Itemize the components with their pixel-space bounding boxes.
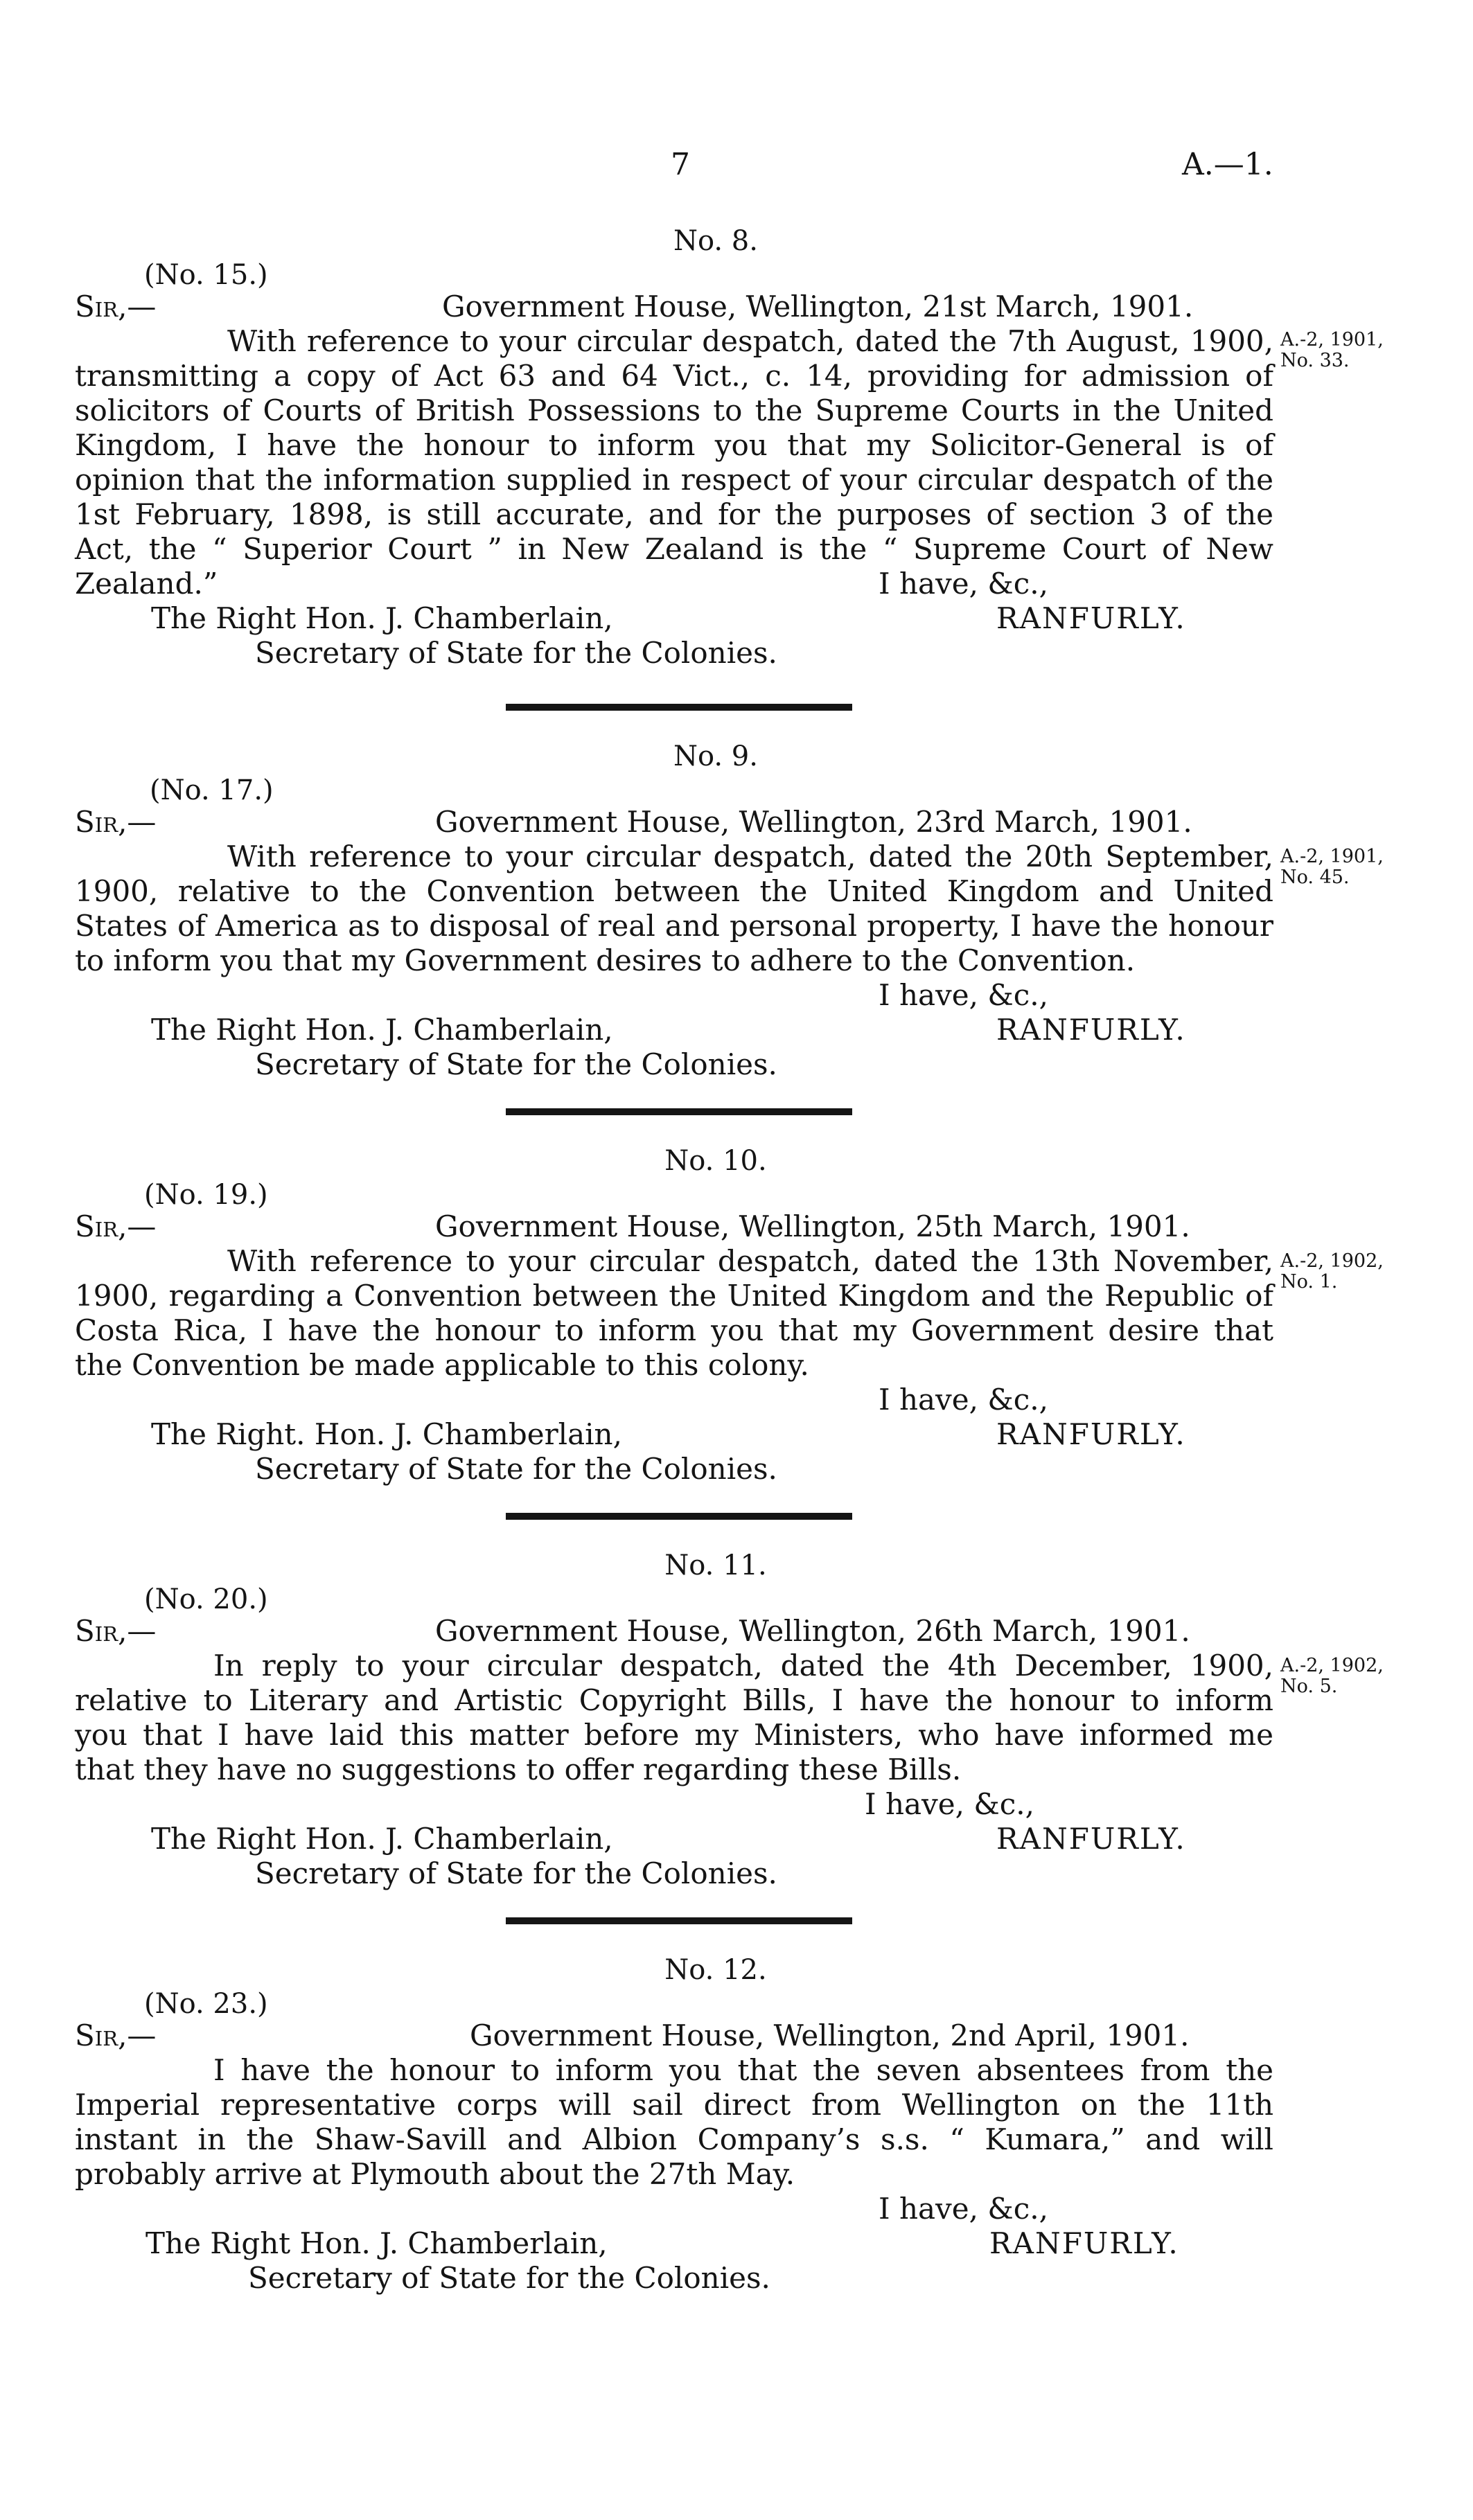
title-row	[75, 1856, 1273, 1891]
addressee: The Right Hon. J. Chamberlain,	[151, 1822, 613, 1856]
letter-number: No. 8.	[673, 225, 758, 257]
despatch-ref: (No. 19.)	[144, 1179, 268, 1211]
body-line: probably arrive at Plymouth about the 27th May.	[75, 2157, 795, 2191]
letter-no-9	[75, 736, 1273, 1082]
place-date: Government House, Wellington, 23rd March, 1901.	[435, 805, 1192, 839]
margin-reference	[1280, 846, 1398, 888]
salutation: Sir,—	[75, 805, 157, 839]
letter-body	[75, 1649, 1273, 1787]
margin-ref-line: No. 1.	[1280, 1271, 1338, 1293]
margin-ref-line: No. 45.	[1280, 867, 1350, 888]
margin-ref-line: A.-2, 1902,	[1280, 1250, 1384, 1272]
body-line: solicitors of Courts of British Possessions to the Supreme Courts in the United	[75, 393, 1273, 427]
margin-reference	[1280, 1251, 1398, 1293]
body-last-line	[75, 567, 1273, 601]
body-line: that they have no suggestions to offer regarding these Bills.	[75, 1753, 962, 1786]
addressee-title: Secretary of State for the Colonies.	[255, 1452, 777, 1486]
margin-ref-line: A.-2, 1902,	[1280, 1655, 1384, 1676]
salutation: Sir,—	[75, 1614, 157, 1648]
body-line: In reply to your circular despatch, dated the 4th December, 1900,	[213, 1649, 1273, 1683]
letter-body	[75, 324, 1273, 601]
title-row	[75, 636, 1273, 671]
despatch-ref: (No. 17.)	[150, 774, 274, 806]
divider-rule	[506, 1917, 852, 1924]
addressee-row	[75, 1822, 1273, 1856]
title-row	[75, 1047, 1273, 1082]
closing-row	[75, 2192, 1273, 2226]
margin-ref-line: No. 5.	[1280, 1676, 1338, 1697]
closing: I have, &c.,	[879, 2192, 1048, 2226]
body-line: opinion that the information supplied in respect of your circular despatch of the	[75, 463, 1273, 497]
margin-ref-line: A.-2, 1901,	[1280, 329, 1384, 351]
salutation-line	[75, 805, 1273, 840]
letter-no-8	[75, 220, 1273, 671]
place-date: Government House, Wellington, 21st March, 1901.	[442, 290, 1194, 323]
divider-rule	[506, 704, 852, 711]
divider-rule	[506, 1513, 852, 1520]
closing-row	[75, 1787, 1273, 1822]
salutation: Sir,—	[75, 1209, 157, 1243]
body-line: With reference to your circular despatch, dated the 20th September,	[227, 840, 1273, 873]
letter-number: No. 11.	[664, 1550, 767, 1581]
salutation-line	[75, 290, 1273, 324]
addressee: The Right. Hon. J. Chamberlain,	[151, 1417, 622, 1451]
margin-ref-line: A.-2, 1901,	[1280, 846, 1384, 867]
document-reference: A.—1.	[1182, 147, 1273, 182]
addressee: The Right Hon. J. Chamberlain,	[151, 601, 613, 635]
addressee-title: Secretary of State for the Colonies.	[248, 2261, 770, 2295]
body-line: instant in the Shaw-Savill and Albion Company’s s.s. “ Kumara,” and will	[75, 2122, 1273, 2156]
letter-no-12	[75, 1949, 1273, 2296]
title-row	[75, 2261, 1273, 2296]
body-line: With reference to your circular despatch, dated the 7th August, 1900,	[227, 324, 1273, 358]
body-line: transmitting a copy of Act 63 and 64 Vict., c. 14, providing for admission of	[75, 359, 1273, 393]
letter-no-10	[75, 1140, 1273, 1487]
closing: I have, &c.,	[865, 1787, 1034, 1821]
body-line: I have the honour to inform you that the seven absentees from the	[213, 2053, 1273, 2087]
body-line: Kingdom, I have the honour to inform you that my Solicitor-General is of	[75, 428, 1273, 462]
despatch-ref: (No. 23.)	[144, 1988, 268, 2020]
addressee-title: Secretary of State for the Colonies.	[255, 636, 777, 670]
body-line: 1900, relative to the Convention between the United Kingdom and United	[75, 874, 1273, 908]
closing-row	[75, 1383, 1273, 1417]
body-line: the Convention be made applicable to this colony.	[75, 1348, 809, 1382]
signature: RANFURLY.	[989, 2226, 1179, 2260]
letter-number: No. 9.	[673, 740, 758, 772]
signature: RANFURLY.	[996, 601, 1186, 635]
letter-body	[75, 840, 1273, 978]
addressee-row	[75, 601, 1273, 636]
margin-ref-line: No. 33.	[1280, 350, 1350, 371]
title-row	[75, 1452, 1273, 1487]
body-line: Imperial representative corps will sail direct from Wellington on the 11th	[75, 2088, 1273, 2122]
despatch-ref: (No. 15.)	[144, 259, 268, 291]
body-line: Costa Rica, I have the honour to inform you that my Government desire that	[75, 1313, 1273, 1347]
addressee-row	[75, 2226, 1273, 2261]
place-date: Government House, Wellington, 2nd April, 1901.	[470, 2018, 1190, 2052]
despatch-ref: (No. 20.)	[144, 1583, 268, 1615]
closing: I have, &c.,	[879, 567, 1048, 601]
place-date: Government House, Wellington, 25th March, 1901.	[435, 1209, 1190, 1243]
salutation: Sir,—	[75, 2018, 157, 2052]
body-line: States of America as to disposal of real and personal property, I have the honour	[75, 909, 1273, 943]
addressee: The Right Hon. J. Chamberlain,	[145, 2226, 608, 2260]
addressee-title: Secretary of State for the Colonies.	[255, 1047, 777, 1081]
closing: I have, &c.,	[879, 1383, 1048, 1417]
addressee-title: Secretary of State for the Colonies.	[255, 1856, 777, 1890]
place-date: Government House, Wellington, 26th March, 1901.	[435, 1614, 1190, 1648]
salutation: Sir,—	[75, 290, 157, 323]
body-line: you that I have laid this matter before my Ministers, who have informed me	[75, 1718, 1273, 1752]
closing: I have, &c.,	[879, 978, 1048, 1012]
salutation-line	[75, 2018, 1273, 2053]
body-line: With reference to your circular despatch, dated the 13th November,	[227, 1244, 1273, 1278]
signature: RANFURLY.	[996, 1013, 1186, 1047]
letter-number: No. 12.	[664, 1954, 767, 1986]
addressee-row	[75, 1013, 1273, 1047]
divider-rule	[506, 1108, 852, 1115]
addressee-row	[75, 1417, 1273, 1452]
body-line: 1900, regarding a Convention between the United Kingdom and the Republic of	[75, 1279, 1273, 1313]
signature: RANFURLY.	[996, 1417, 1186, 1451]
body-line: Act, the “ Superior Court ” in New Zealand is the “ Supreme Court of New	[75, 532, 1273, 566]
letter-number: No. 10.	[664, 1145, 767, 1177]
addressee: The Right Hon. J. Chamberlain,	[151, 1013, 613, 1047]
margin-reference	[1280, 330, 1398, 371]
margin-reference	[1280, 1656, 1398, 1697]
signature: RANFURLY.	[996, 1822, 1186, 1856]
body-line: to inform you that my Government desires to adhere to the Convention.	[75, 943, 1136, 977]
body-line: relative to Literary and Artistic Copyright Bills, I have the honour to inform	[75, 1683, 1273, 1717]
letter-body	[75, 1244, 1273, 1383]
letter-body	[75, 2053, 1273, 2192]
letter-no-11	[75, 1545, 1273, 1891]
salutation-line	[75, 1209, 1273, 1244]
body-line: 1st February, 1898, is still accurate, and for the purposes of section 3 of the	[75, 497, 1273, 531]
closing-row	[75, 978, 1273, 1013]
body-line: Zealand.”	[75, 567, 218, 601]
salutation-line	[75, 1614, 1273, 1649]
page-number: 7	[671, 147, 690, 182]
